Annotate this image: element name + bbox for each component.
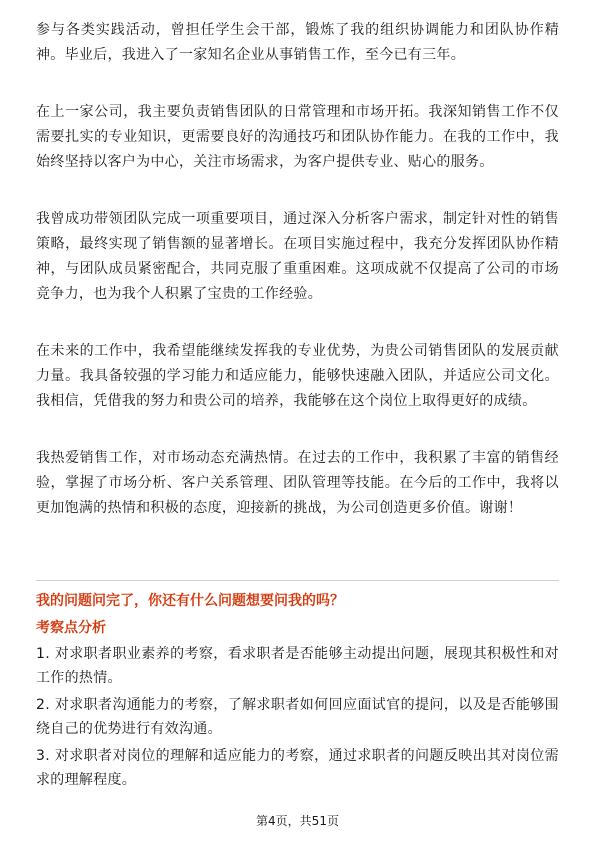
analysis-list <box>36 642 559 795</box>
answer-paragraph: 参与各类实践活动，曾担任学生会干部，锻炼了我的组织协调能力和团队协作精神。毕业后，我进入了一家知名企业从事销售工作，至今已有三年。 <box>36 22 559 63</box>
analysis-title: 考察点分析 <box>36 620 106 636</box>
analysis-item: 1. 对求职者职业素养的考察，看求职者是否能够主动提出问题，展现其积极性和对工作的热情。 <box>36 646 559 686</box>
answer-body <box>36 18 559 553</box>
answer-paragraph: 我热爱销售工作，对市场动态充满热情。在过去的工作中，我积累了丰富的销售经验，掌握了市场分析、客户关系管理、团队管理等技能。在今后的工作中，我将以更加饱满的热情和积极的态度，迎接新的挑战，为公司创造更多价值。谢谢！ <box>36 450 559 516</box>
interview-question: 我的问题问完了，你还有什么问题想要问我的吗？ <box>36 593 344 609</box>
answer-paragraph: 在未来的工作中，我希望能继续发挥我的专业优势，为贵公司销售团队的发展贡献力量。我具备较强的学习能力和适应能力，能够快速融入团队，并适应公司文化。我相信，凭借我的努力和贵公司的培养，我能够在这个岗位上取得更好的成绩。 <box>36 343 559 409</box>
page-number: 第4页，共51页 <box>256 814 339 828</box>
answer-paragraph: 在上一家公司，我主要负责销售团队的日常管理和市场开拓。我深知销售工作不仅需要扎实的专业知识，更需要良好的沟通技巧和团队协作能力。在我的工作中，我始终坚持以客户为中心，关注市场需求，为客户提供专业、贴心的服务。 <box>36 104 559 170</box>
section-divider <box>36 580 559 581</box>
analysis-item: 3. 对求职者对岗位的理解和适应能力的考察，通过求职者的问题反映出其对岗位需求的理解程度。 <box>36 748 559 788</box>
answer-paragraph: 我曾成功带领团队完成一项重要项目，通过深入分析客户需求，制定针对性的销售策略，最终实现了销售额的显著增长。在项目实施过程中，我充分发挥团队协作精神，与团队成员紧密配合，共同克服了重重困难。这项成就不仅提高了公司的市场竞争力，也为我个人积累了宝贵的工作经验。 <box>36 211 559 302</box>
analysis-item: 2. 对求职者沟通能力的考察，了解求职者如何回应面试官的提问，以及是否能够围绕自己的优势进行有效沟通。 <box>36 697 559 737</box>
